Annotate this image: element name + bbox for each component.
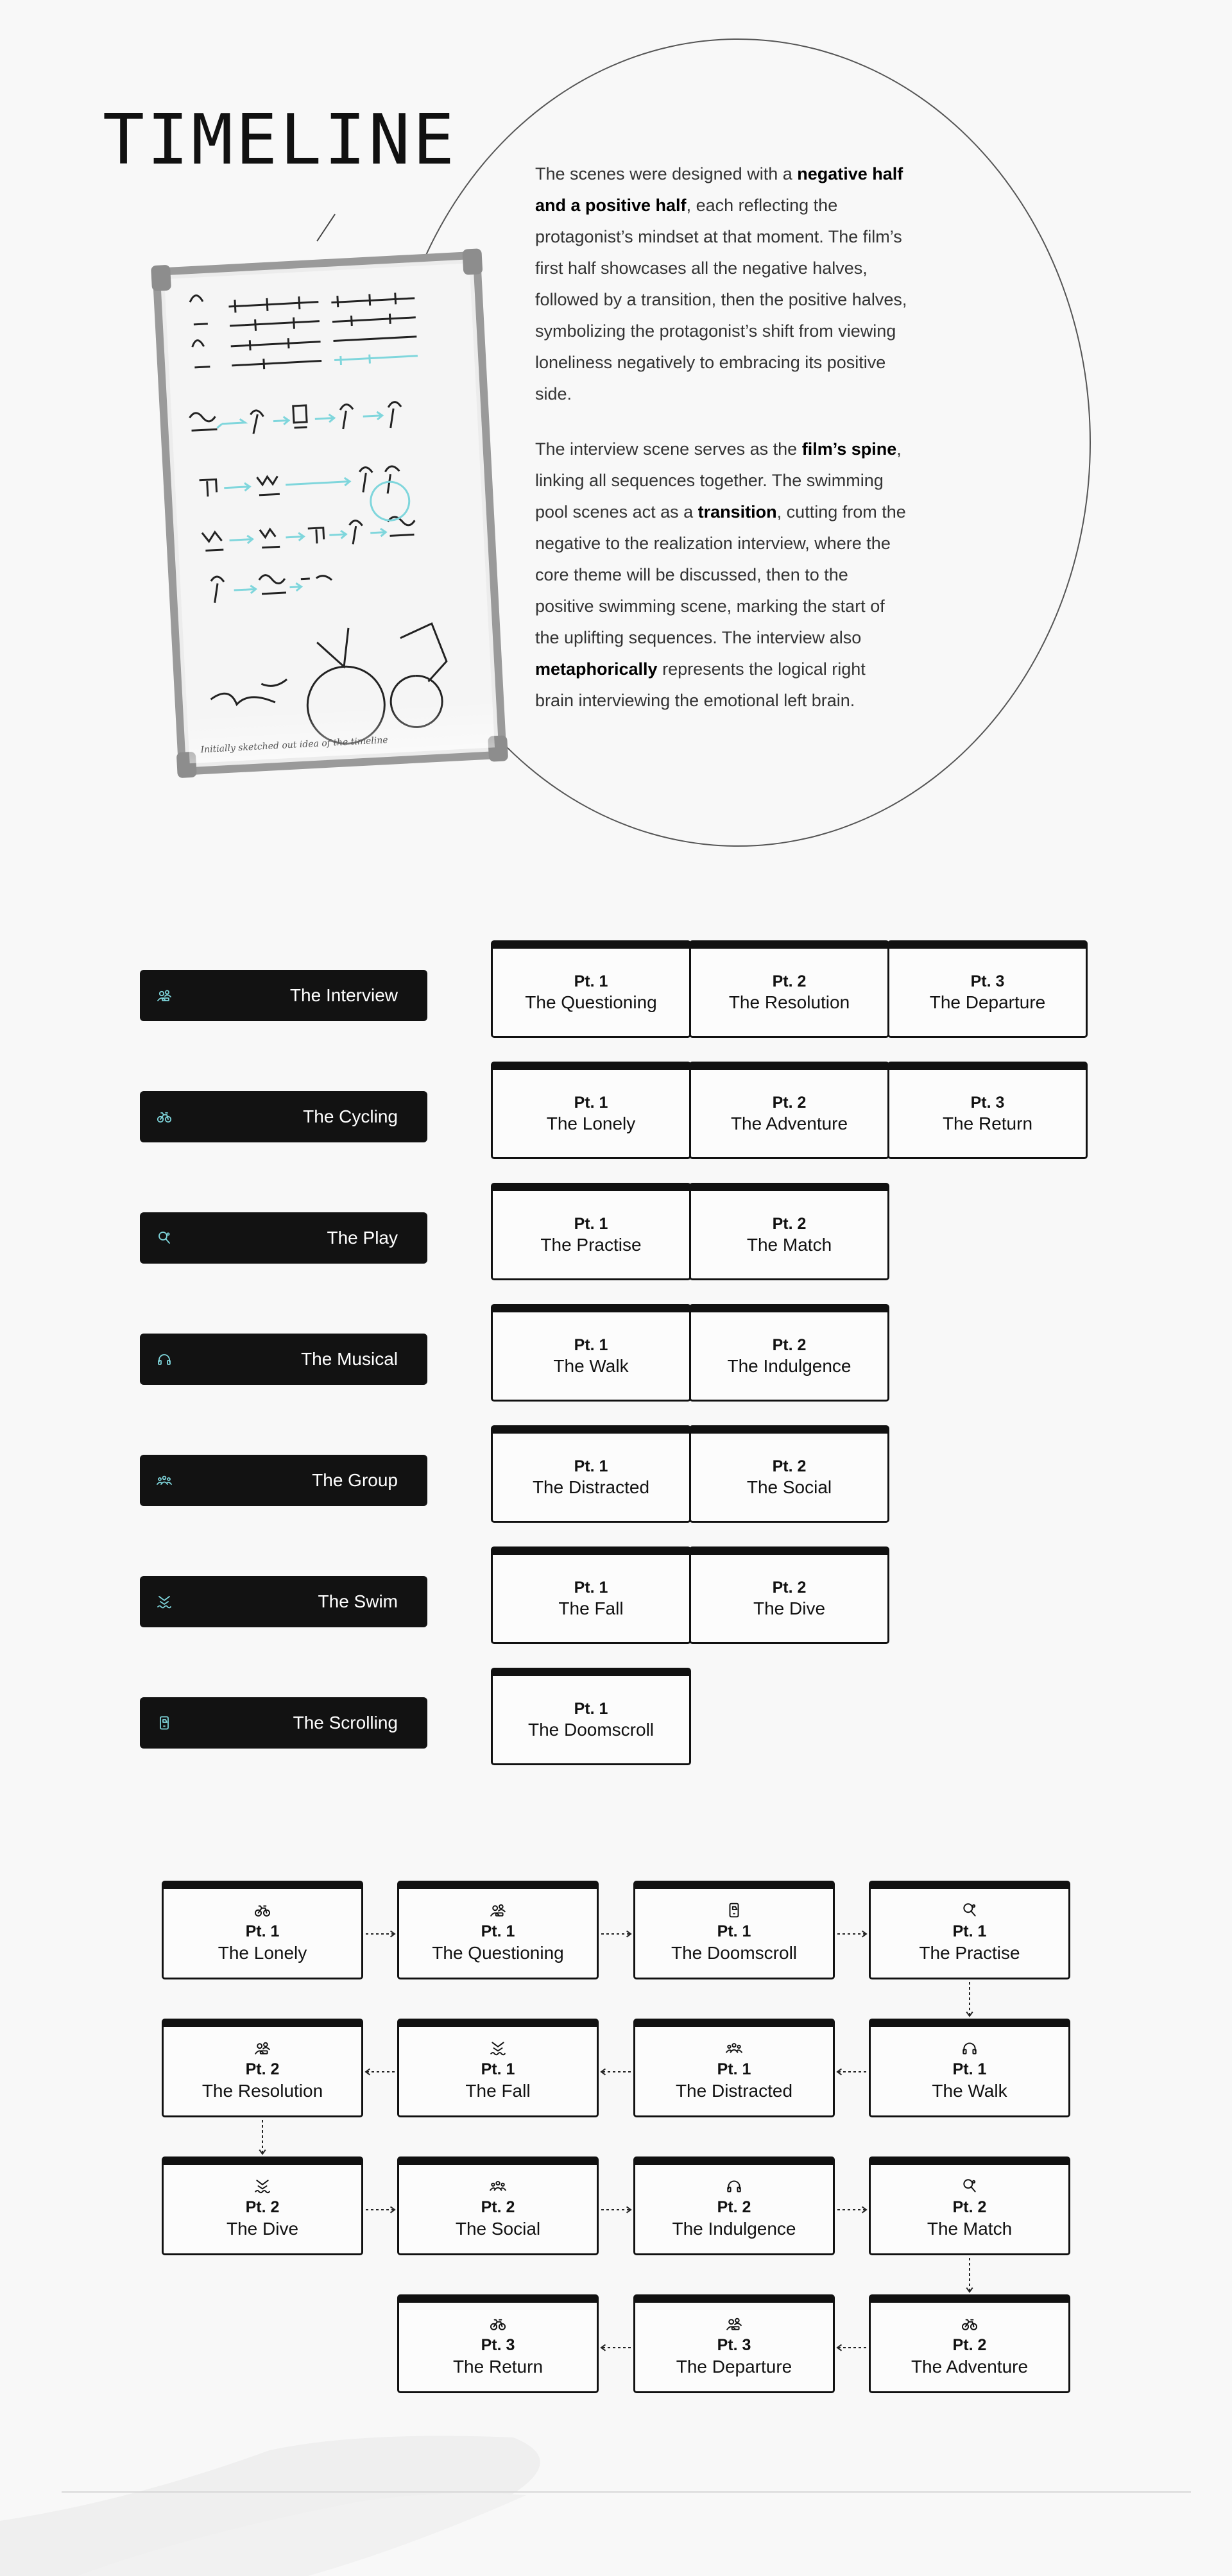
flow-arrow [966,2258,972,2292]
scene-name: The Cycling [303,1106,398,1126]
part-number: Pt. 3 [970,1093,1005,1112]
flow-arrow [837,2069,866,2074]
emphasis-text: film’s spine [801,439,897,459]
flow-node[interactable] [162,2157,363,2255]
scene-name: The Group [312,1470,398,1490]
part-number: Pt. 1 [574,1335,608,1354]
flow-node-title: The Walk [932,2081,1007,2101]
flow-node[interactable] [633,2019,835,2117]
body-text: represents the logical right brain interviewing the emotional left brain. [535,659,866,710]
flow-node-title: The Departure [676,2357,792,2377]
part-number: Pt. 2 [772,972,807,990]
flow-node-title: The Resolution [201,2081,323,2101]
part-number: Pt. 1 [574,1457,608,1475]
part-title: The Adventure [730,1113,848,1133]
part-title: The Departure [929,992,1046,1012]
flow-node[interactable] [397,2019,599,2117]
scene-name: The Play [327,1228,398,1248]
scene-name: The Interview [289,985,398,1005]
flow-node-number: Pt. 1 [481,1922,515,1940]
part-number: Pt. 2 [772,1214,807,1233]
phone-icon [726,1902,742,1919]
flow-node-number: Pt. 2 [717,2198,751,2216]
part-number: Pt. 2 [772,1457,807,1475]
flow-node[interactable] [162,1881,363,1979]
flow-arrow [601,2069,631,2074]
body-text: The interview scene serves as the [535,439,802,459]
interview-icon [490,1902,506,1919]
flow-arrow [259,2120,265,2154]
flow-node-number: Pt. 1 [481,2060,515,2078]
part-title: The Resolution [728,992,850,1012]
bicycle-icon [490,2316,506,2332]
part-title: The Social [746,1477,832,1497]
flow-node[interactable] [397,1881,599,1979]
part-number: Pt. 1 [574,1578,608,1597]
flow-node-title: The Fall [465,2081,531,2101]
flow-node-number: Pt. 1 [952,2060,987,2078]
group-icon [726,2040,742,2056]
flow-node[interactable] [869,2019,1070,2117]
emphasis-text: transition [697,502,777,521]
headphones-icon [726,2178,742,2194]
flow-node-number: Pt. 2 [952,2336,987,2354]
part-title: The Doomscroll [527,1719,654,1740]
emphasis-text: metaphorically [535,659,658,679]
scene-name: The Scrolling [293,1713,398,1733]
flow-node-number: Pt. 3 [717,2336,751,2354]
footer-divider [62,2491,1191,2493]
flow-node-title: The Adventure [911,2357,1029,2377]
part-title: The Dive [753,1598,826,1618]
flow-node-title: The Practise [919,1943,1020,1963]
whiteboard-caption: Initially sketched out idea of the timeline [200,734,388,756]
swim-icon [254,2178,271,2194]
flow-node-number: Pt. 1 [717,2060,751,2078]
body-text: , each reflecting the protagonist’s mindset at that moment. The film’s first half showcases all the negative halves, followed by a transition, then the positive halves, symbolizing the protagonist’s shift from viewing loneliness negatively to embracing its positive side. [535,196,907,403]
part-number: Pt. 2 [772,1578,807,1597]
interview-icon [254,2040,271,2056]
interview-icon [726,2316,742,2332]
body-text: , linking all sequences together. The swimming pool scenes act as a [535,439,902,521]
part-number: Pt. 1 [574,1093,608,1112]
flow-node-title: The Return [452,2357,543,2377]
scene-name: The Musical [301,1349,398,1369]
footer-brush-wash [0,2425,706,2576]
flow-arrow [837,2344,866,2350]
flow-node-title: The Dive [226,2219,299,2239]
part-number: Pt. 2 [772,1093,807,1112]
flow-node-title: The Distracted [675,2081,793,2101]
flow-arrow [366,2069,395,2074]
part-title: The Distracted [532,1477,650,1497]
flow-node-title: The Social [455,2219,541,2239]
flow-node-title: The Lonely [218,1943,307,1963]
flow-node-number: Pt. 1 [717,1922,751,1940]
flow-node[interactable] [633,2157,835,2255]
part-number: Pt. 2 [772,1335,807,1354]
flow-node-number: Pt. 2 [245,2198,280,2216]
flow-arrow [366,1931,395,1936]
scene-name: The Swim [318,1591,398,1611]
part-title: The Fall [558,1598,624,1618]
bicycle-icon [254,1902,271,1919]
part-number: Pt. 1 [574,1214,608,1233]
flow-node-title: The Questioning [432,1943,564,1963]
flow-node[interactable] [869,2157,1070,2255]
part-title: The Practise [540,1234,642,1255]
part-title: The Questioning [525,992,657,1012]
body-text: The scenes were designed with a [535,164,798,183]
flow-node-number: Pt. 2 [952,2198,987,2216]
flow-node[interactable] [162,2019,363,2117]
flow-node-number: Pt. 1 [952,1922,987,1940]
ping-pong-icon [961,1902,978,1919]
part-title: The Indulgence [727,1355,851,1376]
bicycle-icon [961,2316,978,2332]
part-title: The Lonely [546,1113,636,1133]
part-number: Pt. 1 [574,1699,608,1718]
flow-arrow [966,1982,972,2016]
ping-pong-icon [961,2178,978,2194]
flow-arrow [601,1931,631,1936]
swim-icon [490,2040,506,2056]
emphasis-text: negative half and a positive half [535,164,903,215]
part-number: Pt. 3 [970,972,1005,990]
flow-arrow [601,2344,631,2350]
part-number: Pt. 1 [574,972,608,990]
part-title: The Match [746,1234,832,1255]
flow-arrow [366,2207,395,2212]
group-icon [490,2178,506,2194]
flow-arrow [837,1931,866,1936]
headphones-icon [961,2040,978,2056]
flow-node-title: The Indulgence [672,2219,796,2239]
flow-node[interactable] [869,1881,1070,1979]
part-title: The Walk [553,1355,629,1376]
flow-node-number: Pt. 1 [245,1922,280,1940]
flow-node-title: The Match [927,2219,1013,2239]
body-text: , cutting from the negative to the realization interview, where the core theme will be discussed, then to the positive swimming scene, marking the start of the uplifting sequences. The interview also [535,502,906,647]
flow-node-number: Pt. 2 [481,2198,515,2216]
flow-node[interactable] [633,1881,835,1979]
flow-node[interactable] [397,2294,599,2393]
flow-node[interactable] [869,2294,1070,2393]
flow-arrow [837,2207,866,2212]
flow-node[interactable] [397,2157,599,2255]
flow-node-number: Pt. 3 [481,2336,515,2354]
part-title: The Return [942,1113,1033,1133]
flow-node-number: Pt. 2 [245,2060,280,2078]
page-title: TIMELINE [103,100,458,180]
flow-node[interactable] [633,2294,835,2393]
flow-arrow [601,2207,631,2212]
flow-node-title: The Doomscroll [671,1943,798,1963]
